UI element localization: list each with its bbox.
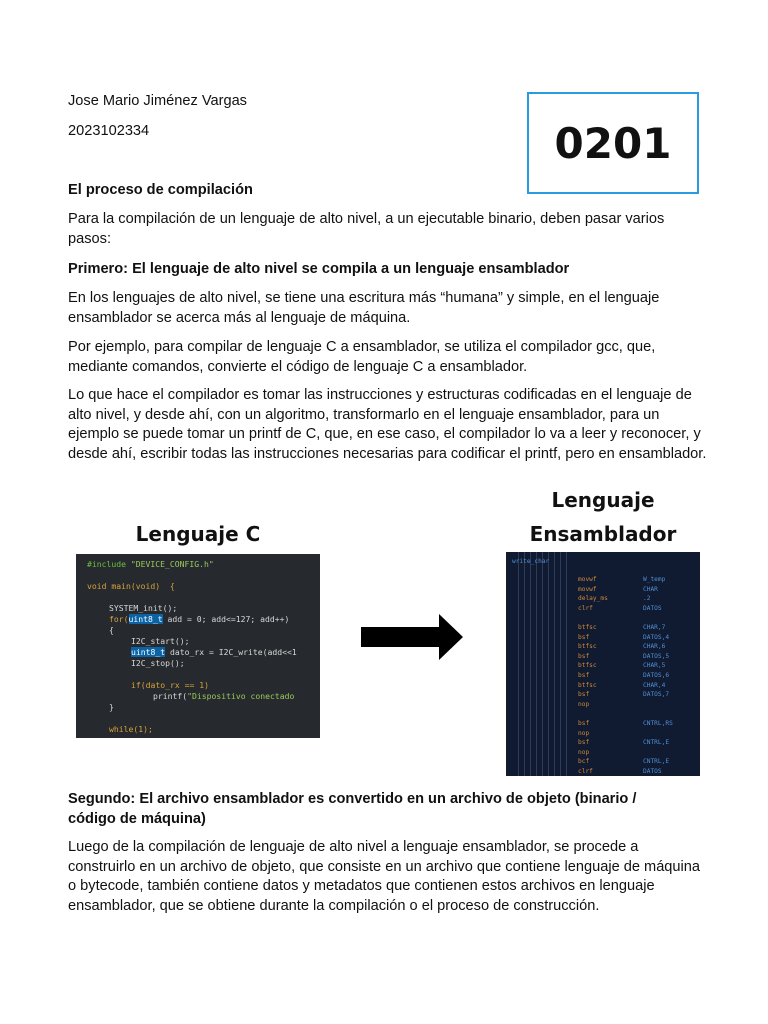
student-id: 2023102334 <box>68 123 150 139</box>
asm-op: nop <box>578 700 590 708</box>
asm-op: bsf <box>578 720 590 727</box>
code-for-kw: for( <box>109 614 129 624</box>
asm-arg: DATOS,5 <box>643 652 670 660</box>
asm-arg: DATOS <box>643 768 662 775</box>
paragraph-2: Por ejemplo, para compilar de lenguaje C a ensamblador, se utiliza el compilador gcc, que, mediante comandos, convierte el código de lenguaje C a ensamblador. <box>68 339 656 375</box>
right-arrow-icon <box>361 614 463 660</box>
asm-arg: W_temp <box>643 576 666 583</box>
asm-arg: CNTRL,E <box>643 758 670 766</box>
asm-op: nop <box>578 729 590 737</box>
assembly-code-screenshot <box>506 552 700 776</box>
asm-arg: DATOS,4 <box>643 633 670 641</box>
asm-arg: CHAR <box>643 585 658 593</box>
asm-arg: CNTRL,RS <box>643 720 673 727</box>
paragraph-4: Luego de la compilación de lenguaje de alto nivel a lenguaje ensamblador, se procede a construirlo en un archivo de objeto, que consiste en un archivo que contiene lenguaje de máquina o bytecode, también contiene datos y metadatos que contienen estos archivos en lenguaje ensamblador, que se obtiene durante la compilación o el proceso de construcción. <box>68 839 701 914</box>
asm-arg: DATOS <box>643 604 662 612</box>
code-box-number: 0201 <box>554 119 672 168</box>
code-brace-close: } <box>109 702 114 712</box>
step1-heading: Primero: El lenguaje de alto nivel se compila a un lenguaje ensamblador <box>68 261 570 277</box>
asm-op: btfsc <box>578 643 597 651</box>
author-name: Jose Mario Jiménez Vargas <box>68 93 247 109</box>
code-box <box>527 92 699 194</box>
code-while-line: while(1); <box>109 724 153 734</box>
paragraph-1: En los lenguajes de alto nivel, se tiene una escritura más “humana” y simple, en el lenguaje ensamblador se acerca más al lenguaje de máquina. <box>68 290 660 326</box>
asm-op: clrf <box>578 604 593 612</box>
asm-op: bsf <box>578 672 590 679</box>
figure-right-title-line2: Ensamblador <box>529 522 677 546</box>
asm-op: bsf <box>578 739 590 747</box>
asm-arg: CHAR,5 <box>643 662 666 670</box>
code-i2c-start: I2C_start(); <box>131 636 190 646</box>
asm-op: bsf <box>578 633 590 641</box>
code-printf-call: printf( <box>153 691 188 701</box>
code-for-rest: add = 0; add<=127; add++) <box>162 614 290 624</box>
paragraph-3: Lo que hace el compilador es tomar las instrucciones y estructuras codificadas en el lenguaje de alto nivel, y desde ahí, con un algoritmo, transformarlo en el lenguaje ensamblador, para un ejemplo se puede tomar un printf de C, que, en ese caso, el compilador lo va a leer y reconocer, y desde ahí, escribir todas las instrucciones necesarias para codificar el printf, pero en ensamblador. <box>68 387 707 462</box>
code-printf-str: "Dispositivo conectado <box>187 691 295 701</box>
asm-op: movwf <box>578 585 597 593</box>
code-main-line: void main(void) { <box>87 581 175 591</box>
asm-arg: CHAR,4 <box>643 681 666 689</box>
code-if-line: if(dato_rx == 1) <box>131 680 209 690</box>
asm-op: btfsc <box>578 681 597 689</box>
intro-paragraph: Para la compilación de un lenguaje de alto nivel, a un ejecutable binario, deben pasar varios pasos: <box>68 211 665 247</box>
asm-arg: CNTRL,E <box>643 739 670 747</box>
code-i2c-stop: I2C_stop(); <box>131 658 185 668</box>
figure-left-title: Lenguaje C <box>135 522 261 546</box>
code-include-file: "DEVICE_CONFIG.h" <box>130 559 214 569</box>
asm-arg: .2 <box>643 595 651 603</box>
figure-right-title-line1: Lenguaje <box>551 488 655 512</box>
c-code-screenshot <box>76 554 320 738</box>
asm-op: nop <box>578 748 590 756</box>
asm-op: btfsc <box>578 624 597 631</box>
asm-arg: DATOS,7 <box>643 691 670 699</box>
asm-op: delay_ms <box>578 595 608 603</box>
asm-arg: DATOS,6 <box>643 672 670 679</box>
code-dato-type: uint8_t <box>131 647 166 657</box>
code-brace-open: { <box>109 625 114 635</box>
asm-op: btfsc <box>578 662 597 670</box>
step2-heading: Segundo: El archivo ensamblador es convertido en un archivo de objeto (binario / código de máquina) <box>68 791 637 827</box>
asm-arg: CHAR,6 <box>643 643 666 651</box>
asm-label: write_char <box>512 558 550 565</box>
code-dato-rest: dato_rx = I2C_write(add<<1 <box>165 647 297 657</box>
asm-op: bcf <box>578 758 590 766</box>
asm-op: movwf <box>578 576 597 583</box>
code-include-kw: #include <box>87 559 126 569</box>
asm-op: bsf <box>578 691 590 699</box>
asm-arg: CHAR,7 <box>643 624 666 631</box>
code-sys-init: SYSTEM_init(); <box>109 603 178 613</box>
asm-op: clrf <box>578 768 593 775</box>
document-title: El proceso de compilación <box>68 182 253 198</box>
code-for-type: uint8_t <box>128 614 163 624</box>
asm-op: bsf <box>578 652 590 660</box>
